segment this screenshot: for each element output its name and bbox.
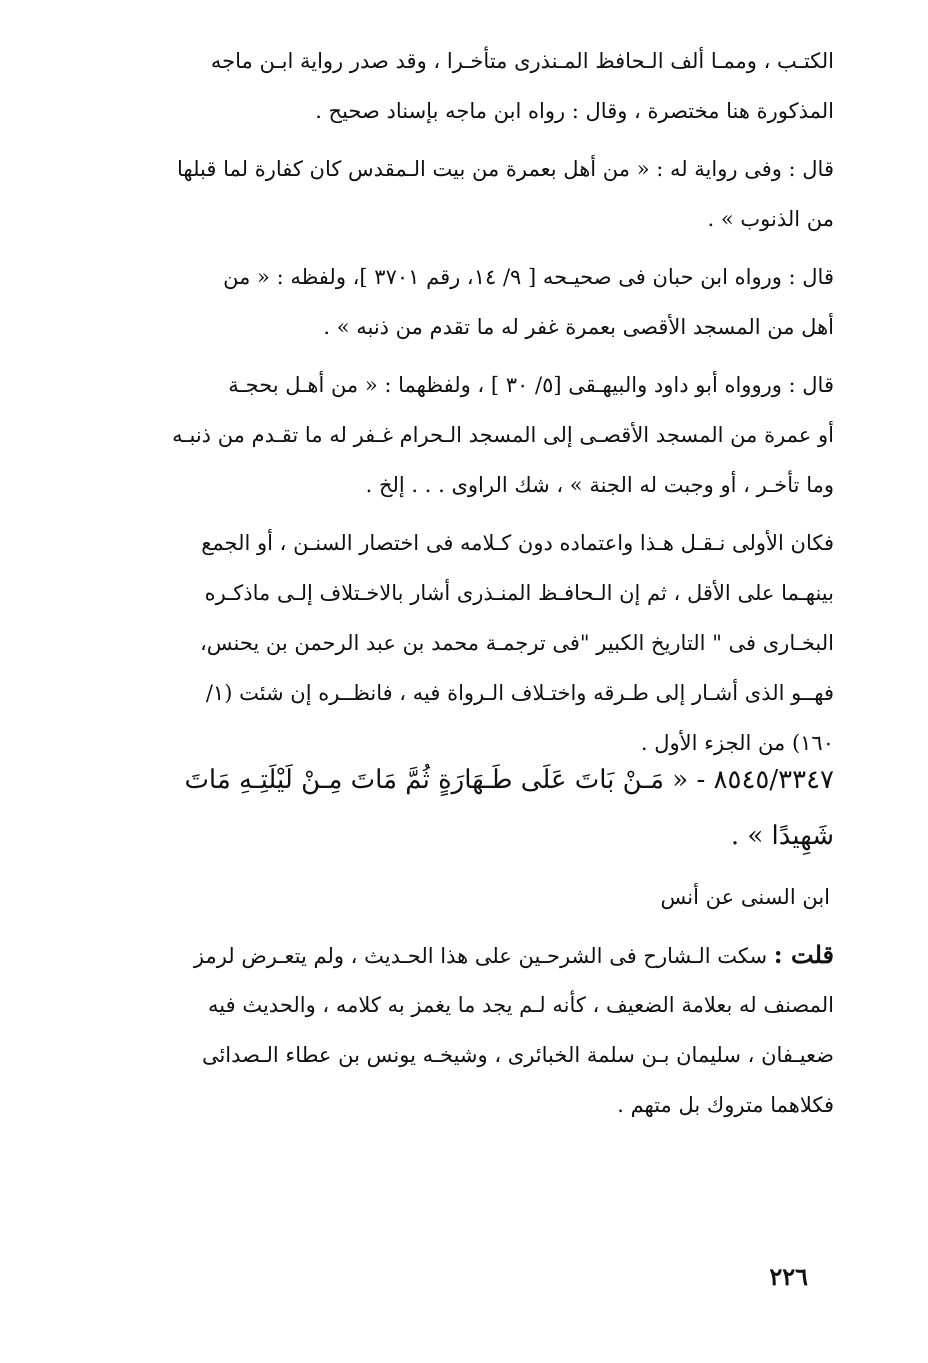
comment-line: ضعيـفان ، سليمان بـن سلمة الخبائرى ، وشيخـه يونس بن عطاء الـصدائى xyxy=(201,1043,834,1067)
commentary-block xyxy=(126,36,834,768)
text-line: فهــو الذى أشـار إلى طـرقه واختـلاف الـرواة فيه ، فانظــره إن شئت (١/ xyxy=(205,681,834,705)
comment-block xyxy=(126,930,834,1130)
comment-line-text: سكت الـشارح فى الشرحـين على هذا الحـديث ، ولم يتعـرض لرمز xyxy=(193,944,774,968)
text-line: قال : ورواه ابن حبان فى صحيـحه [ ٩/ ١٤، رقم ٣٧٠١ ]، ولفظه : « من xyxy=(223,265,834,289)
text-line: الكتـب ، وممـا ألف الـحافظ المـنذرى متأخـرا ، وقد صدر رواية ابـن ماجه xyxy=(210,49,834,73)
text-line: قال : وفى رواية له : « من أهل بعمرة من بيت الـمقدس كان كفارة لما قبلها xyxy=(177,157,834,181)
comment-line: فكلاهما متروك بل متهم . xyxy=(617,1093,834,1117)
text-line: البخـارى فى " التاريخ الكبير "فى ترجمـة محمد بن عبد الرحمن بن يحنس، xyxy=(199,631,834,655)
hadith-line: شَهِيدًا » . xyxy=(730,821,834,851)
comment-line: المصنف له بعلامة الضعيف ، كأنه لـم يجد ما يغمز به كلامه ، والحديث فيه xyxy=(208,993,834,1017)
text-line: بينهـما على الأقل ، ثم إن الـحافـظ المنـذرى أشار بالاخـتلاف إلـى ماذكـره xyxy=(204,581,834,605)
comment-label: قلت : xyxy=(773,940,834,969)
comment-line xyxy=(126,930,834,980)
text-line: المذكورة هنا مختصرة ، وقال : رواه ابن ماجه بإسناد صحيح . xyxy=(315,99,834,123)
hadith-text xyxy=(126,752,834,864)
paragraph xyxy=(126,360,834,510)
paragraph xyxy=(126,252,834,352)
hadith-source: ابن السنى عن أنس xyxy=(660,885,830,909)
page-number: ٢٢٦ xyxy=(769,1262,808,1291)
text-line: أهل من المسجد الأقصى بعمرة غفر له ما تقدم من ذنبه » . xyxy=(323,315,834,339)
text-line: فكان الأولى نـقـل هـذا واعتماده دون كـلامه فى اختصار السنـن ، أو الجمع xyxy=(201,531,834,555)
paragraph xyxy=(126,518,834,768)
text-line: ١٦٠) من الجزء الأول . xyxy=(640,731,834,755)
text-line: أو عمرة من المسجد الأقصـى إلى المسجد الـحرام غـفر له ما تقـدم من ذنبـه xyxy=(172,423,834,447)
paragraph xyxy=(126,36,834,136)
text-line: وما تأخـر ، أو وجبت له الجنة » ، شك الراوى . . . إلخ . xyxy=(365,473,834,497)
paragraph xyxy=(126,144,834,244)
hadith-line: ٨٥٤٥/٣٣٤٧ - « مَـنْ بَاتَ عَلَى طَـهَارَةٍ ثُمَّ مَاتَ مِـنْ لَيْلَتِـهِ مَاتَ xyxy=(184,765,834,795)
text-line: قال : وروواه أبو داود والبيهـقى [٥/ ٣٠ ] ، ولفظهما : « من أهـل بحجـة xyxy=(228,373,834,397)
text-line: من الذنوب » . xyxy=(707,207,834,231)
